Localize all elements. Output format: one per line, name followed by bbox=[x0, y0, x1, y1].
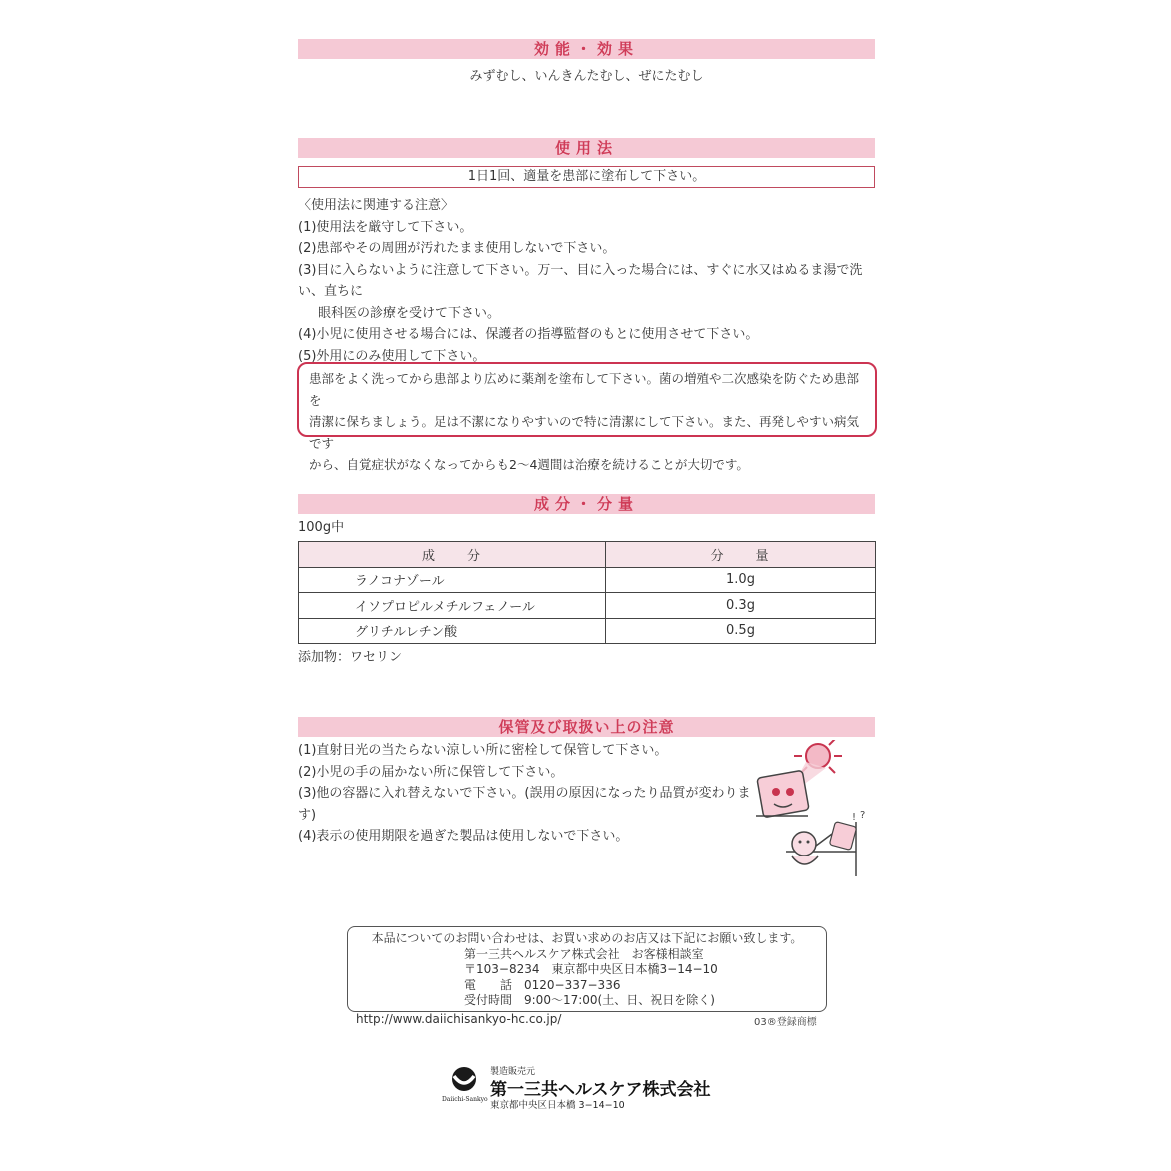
usage-advice-box bbox=[297, 362, 877, 472]
usage-note: (2)患部やその周囲が汚れたまま使用しないで下さい。 bbox=[298, 241, 616, 256]
website-link[interactable]: http://www.daiichisankyo-hc.co.jp/ bbox=[356, 1012, 562, 1026]
ingredient-amount: 0.3g bbox=[606, 593, 876, 619]
storage-notes bbox=[298, 740, 753, 848]
usage-instruction: 1日1回、適量を患部に塗布して下さい。 bbox=[298, 166, 875, 188]
table-row bbox=[299, 618, 876, 644]
usage-advice-line: 患部をよく洗ってから患部より広めに薬剤を塗布して下さい。菌の増殖や二次感染を防ぐため患部を bbox=[309, 371, 860, 408]
ingredient-amount: 0.5g bbox=[606, 618, 876, 644]
efficacy-text: みずむし、いんきんたむし、ぜにたむし bbox=[469, 69, 704, 84]
usage-advice-line: 清潔に保ちましょう。足は不潔になりやすいので特に清潔にして下さい。また、再発しやすい病気です bbox=[309, 414, 860, 451]
ingredients-table bbox=[298, 541, 876, 644]
ingredient-amount: 1.0g bbox=[606, 567, 876, 593]
storage-note: (3)他の容器に入れ替えないで下さい。(誤用の原因になったり品質が変わります) bbox=[298, 786, 751, 823]
ingredient-name: グリチルレチン酸 bbox=[299, 618, 606, 644]
ingredient-name: ラノコナゾール bbox=[299, 567, 606, 593]
storage-note: (1)直射日光の当たらない涼しい所に密栓して保管して下さい。 bbox=[298, 743, 668, 758]
manufacturer-address: 東京都中央区日本橋 3−14−10 bbox=[490, 1100, 625, 1111]
logo-wordmark: Daiichi-Sankyo bbox=[442, 1096, 488, 1103]
ingredients-title: 成分・分量 bbox=[298, 494, 875, 514]
contact-phone: 電 話 0120−337−336 bbox=[464, 977, 621, 992]
usage-note-continued: 眼科医の診療を受けて下さい。 bbox=[318, 305, 501, 321]
table-header-row bbox=[299, 542, 876, 568]
usage-notes bbox=[298, 195, 888, 367]
tube-icon bbox=[756, 770, 809, 817]
efficacy-title: 効能・効果 bbox=[298, 39, 875, 59]
ingredient-name: イソプロピルメチルフェノール bbox=[299, 593, 606, 619]
storage-note: (2)小児の手の届かない所に保管して下さい。 bbox=[298, 764, 564, 780]
storage-note: (4)表示の使用期限を過ぎた製品は使用しないで下さい。 bbox=[298, 829, 629, 844]
manufacturer-name: 第一三共ヘルスケア株式会社 bbox=[490, 1080, 711, 1100]
usage-notes-heading: 〈使用法に関連する注意〉 bbox=[298, 198, 455, 213]
ingredients-basis: 100g中 bbox=[298, 520, 345, 535]
table-row bbox=[299, 593, 876, 619]
daiichi-sankyo-logo-icon bbox=[446, 1066, 486, 1096]
column-header-ingredient: 成 分 bbox=[299, 542, 606, 568]
usage-note: (1)使用法を厳守して下さい。 bbox=[298, 219, 473, 235]
contact-intro: 本品についてのお問い合わせは、お買い求めのお店又は下記にお願い致します。 bbox=[371, 931, 803, 945]
storage-title: 保管及び取扱い上の注意 bbox=[298, 717, 875, 737]
ingredients-additive: 添加物：ワセリン bbox=[298, 650, 403, 665]
contact-company: 第一三共ヘルスケア株式会社 お客様相談室 bbox=[464, 946, 704, 961]
child-icon bbox=[786, 810, 865, 876]
contact-box bbox=[347, 926, 827, 1012]
trademark-note: 03®登録商標 bbox=[754, 1017, 817, 1028]
usage-title: 使用法 bbox=[298, 138, 875, 158]
usage-note: (3)目に入らないように注意して下さい。万一、目に入った場合には、すぐに水又はぬるま湯で洗い、直ちに bbox=[298, 262, 863, 299]
svg-text:?: ? bbox=[860, 810, 866, 821]
usage-advice-line: から、自覚症状がなくなってからも2～4週間は治療を続けることが大切です。 bbox=[309, 457, 749, 472]
contact-address: 〒103−8234 東京都中央区日本橋3−14−10 bbox=[464, 962, 718, 976]
usage-note: (5)外用にのみ使用して下さい。 bbox=[298, 348, 486, 364]
storage-illustration bbox=[756, 740, 874, 876]
column-header-amount: 分 量 bbox=[606, 542, 876, 568]
svg-text:!: ! bbox=[852, 812, 857, 823]
table-row bbox=[299, 567, 876, 593]
usage-note: (4)小児に使用させる場合には、保護者の指導監督のもとに使用させて下さい。 bbox=[298, 327, 759, 342]
contact-hours: 受付時間 9:00〜17:00(土、日、祝日を除く) bbox=[464, 993, 715, 1007]
manufacturer-role: 製造販売元 bbox=[490, 1067, 536, 1077]
